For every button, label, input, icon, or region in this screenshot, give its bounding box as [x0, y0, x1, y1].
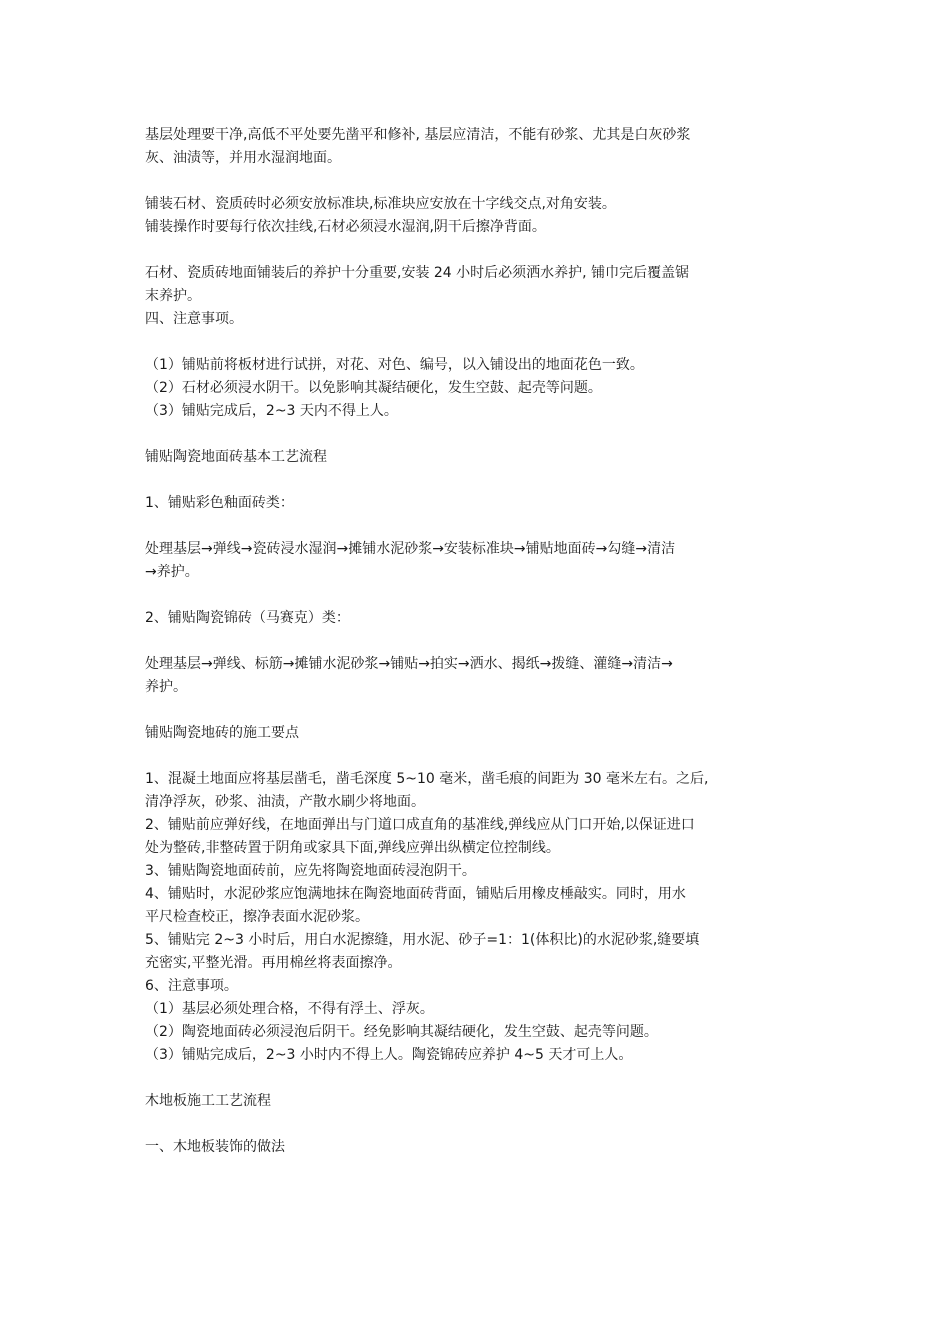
paragraph-gap [145, 1113, 825, 1136]
text-line: 末养护。 [145, 288, 201, 304]
paragraph-gap [145, 584, 825, 607]
paragraph-block [145, 193, 825, 239]
text-line: （1）铺贴前将板材进行试拼，对花、对色、编号，以入铺设出的地面花色一致。 [145, 357, 644, 373]
text-line: （3）铺贴完成后，2~3 天内不得上人。 [145, 403, 398, 419]
text-line: （3）铺贴完成后，2~3 小时内不得上人。陶瓷锦砖应养护 4~5 天才可上人。 [145, 1047, 633, 1063]
text-line: 1、混凝土地面应将基层凿毛，凿毛深度 5~10 毫米，凿毛痕的间距为 30 毫米左右。之后, [145, 771, 709, 787]
paragraph-block [145, 1136, 825, 1159]
paragraph-gap [145, 1067, 825, 1090]
text-line: 铺贴陶瓷地面砖基本工艺流程 [145, 449, 327, 465]
text-line: 四、注意事项。 [145, 311, 243, 327]
text-line: （1）基层必须处理合格，不得有浮土、浮灰。 [145, 1001, 434, 1017]
document-body [145, 124, 825, 1159]
text-line: 处理基层→弹线→瓷砖浸水湿润→摊铺水泥砂浆→安装标准块→铺贴地面砖→勾缝→清洁 [145, 541, 676, 557]
paragraph-block [145, 607, 825, 630]
text-line: 木地板施工工艺流程 [145, 1093, 271, 1109]
paragraph-gap [145, 515, 825, 538]
text-line: （2）石材必须浸水阴干。以免影响其凝结硬化，发生空鼓、起壳等问题。 [145, 380, 602, 396]
text-line: 基层处理要干净,高低不平处要先凿平和修补, 基层应清洁，不能有砂浆、尤其是白灰砂浆 [145, 127, 691, 143]
paragraph-gap [145, 630, 825, 653]
paragraph-block [145, 722, 825, 745]
text-line: 处为整砖,非整砖置于阴角或家具下面,弹线应弹出纵横定位控制线。 [145, 840, 560, 856]
text-line: 3、铺贴陶瓷地面砖前，应先将陶瓷地面砖浸泡阴干。 [145, 863, 476, 879]
paragraph-gap [145, 423, 825, 446]
text-line: 铺装石材、瓷质砖时必须安放标准块,标准块应安放在十字线交点,对角安装。 [145, 196, 616, 212]
text-line: 充密实,平整光滑。再用棉丝将表面擦净。 [145, 955, 402, 971]
text-line: 平尺检查校正，擦净表面水泥砂浆。 [145, 909, 369, 925]
text-line: 6、注意事项。 [145, 978, 238, 994]
text-line: 一、木地板装饰的做法 [145, 1139, 285, 1155]
paragraph-block [145, 262, 825, 331]
paragraph-block [145, 492, 825, 515]
paragraph-block [145, 1090, 825, 1113]
paragraph-gap [145, 331, 825, 354]
text-line: 4、铺贴时，水泥砂浆应饱满地抹在陶瓷地面砖背面，铺贴后用橡皮棰敲实。同时，用水 [145, 886, 686, 902]
text-line: 5、铺贴完 2~3 小时后，用白水泥擦缝，用水泥、砂子=1：1(体积比)的水泥砂浆,缝要填 [145, 932, 700, 948]
text-line: 处理基层→弹线、标筋→摊铺水泥砂浆→铺贴→拍实→洒水、揭纸→拨缝、灌缝→清洁→ [145, 656, 673, 672]
text-line: 2、铺贴陶瓷锦砖（马赛克）类： [145, 610, 350, 626]
text-line: →养护。 [145, 564, 199, 580]
paragraph-block [145, 653, 825, 699]
paragraph-block [145, 768, 825, 1067]
paragraph-block [145, 538, 825, 584]
paragraph-gap [145, 469, 825, 492]
paragraph-gap [145, 239, 825, 262]
paragraph-block [145, 354, 825, 423]
text-line: 1、铺贴彩色釉面砖类： [145, 495, 294, 511]
paragraph-block [145, 446, 825, 469]
text-line: 2、铺贴前应弹好线，在地面弹出与门道口成直角的基准线,弹线应从门口开始,以保证进口 [145, 817, 695, 833]
paragraph-gap [145, 745, 825, 768]
text-line: （2）陶瓷地面砖必须浸泡后阴干。经免影响其凝结硬化，发生空鼓、起壳等问题。 [145, 1024, 658, 1040]
text-line: 养护。 [145, 679, 187, 695]
text-line: 铺装操作时要每行依次挂线,石材必须浸水湿润,阴干后擦净背面。 [145, 219, 546, 235]
paragraph-gap [145, 699, 825, 722]
text-line: 铺贴陶瓷地砖的施工要点 [145, 725, 299, 741]
text-line: 清净浮灰，砂浆、油渍，产散水刷少将地面。 [145, 794, 425, 810]
text-line: 灰、油渍等，并用水湿润地面。 [145, 150, 341, 166]
text-line: 石材、瓷质砖地面铺装后的养护十分重要,安装 24 小时后必须洒水养护, 铺巾完后覆盖锯 [145, 265, 690, 281]
paragraph-gap [145, 170, 825, 193]
paragraph-block [145, 124, 825, 170]
